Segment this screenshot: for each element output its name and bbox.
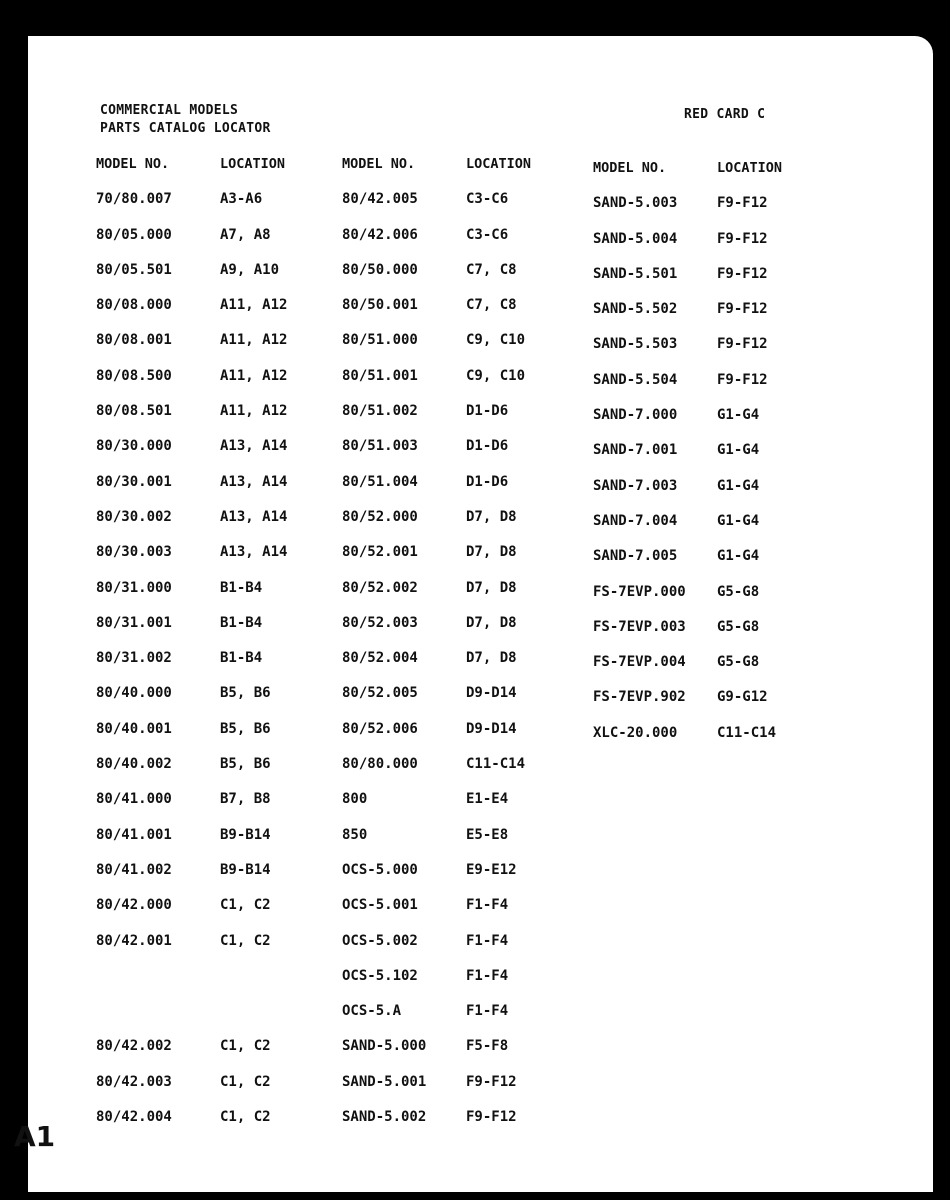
table-row [593, 372, 782, 407]
model-number: 80/50.001 [342, 297, 418, 314]
location: G5-G8 [717, 618, 760, 635]
location: C7, C8 [466, 297, 517, 314]
table-row [342, 368, 531, 403]
model-number: 80/80.000 [342, 756, 418, 773]
location: A13, A14 [220, 544, 288, 561]
location: F9-F12 [466, 1109, 517, 1126]
location: F9-F12 [717, 336, 768, 353]
location: D7, D8 [466, 508, 517, 525]
table-row [342, 1038, 531, 1073]
model-number: 80/31.000 [96, 579, 172, 596]
model-number: 80/52.004 [342, 650, 418, 667]
location: A11, A12 [220, 403, 288, 420]
location: C11-C14 [717, 724, 777, 741]
model-number: SAND-7.001 [593, 442, 678, 459]
location: A13, A14 [220, 473, 288, 490]
model-number: FS-7EVP.003 [593, 618, 686, 635]
model-number: SAND-5.502 [593, 301, 678, 318]
model-number: 80/42.005 [342, 191, 418, 208]
location: F9-F12 [717, 371, 768, 388]
model-number: 80/08.501 [96, 403, 172, 420]
location: B1-B4 [220, 579, 263, 596]
card-label: RED CARD C [684, 107, 766, 122]
table-row [96, 827, 287, 862]
model-number: 80/30.001 [96, 473, 172, 490]
location: B5, B6 [220, 756, 271, 773]
table-row [342, 650, 531, 685]
table-row [342, 262, 531, 297]
location: D1-D6 [466, 403, 509, 420]
table-row [96, 332, 287, 367]
table-row [593, 231, 782, 266]
location: C3-C6 [466, 226, 509, 243]
location-header: LOCATION [717, 160, 783, 176]
model-number: SAND-5.503 [593, 336, 678, 353]
table-row [342, 403, 531, 438]
table-row [342, 474, 531, 509]
model-number: OCS-5.102 [342, 967, 418, 984]
table-row [593, 725, 782, 760]
model-number: 80/52.006 [342, 720, 418, 737]
table-row [342, 332, 531, 367]
location: B1-B4 [220, 650, 263, 667]
table-row [96, 1003, 287, 1038]
page-mark: A1 [14, 1120, 56, 1153]
location: F9-F12 [717, 230, 768, 247]
table-row [593, 407, 782, 442]
location: C9, C10 [466, 367, 526, 384]
location-header: LOCATION [466, 156, 532, 172]
model-number: 80/05.501 [96, 261, 172, 278]
location: C1, C2 [220, 897, 271, 914]
location: D7, D8 [466, 579, 517, 596]
location: G1-G4 [717, 477, 760, 494]
model-number: 80/52.005 [342, 685, 418, 702]
location: D9-D14 [466, 720, 517, 737]
table-row [342, 1109, 531, 1144]
location: F9-F12 [466, 1073, 517, 1090]
table-row [96, 685, 287, 720]
table-row [96, 544, 287, 579]
model-number: OCS-5.000 [342, 861, 418, 878]
model-number: 80/30.002 [96, 508, 172, 525]
table-row [593, 442, 782, 477]
model-number: 80/40.001 [96, 720, 172, 737]
model-number: 80/42.004 [96, 1109, 172, 1126]
model-number: 80/52.003 [342, 614, 418, 631]
table-row [342, 1074, 531, 1109]
model-number: FS-7EVP.004 [593, 654, 686, 671]
model-number: 80/42.003 [96, 1073, 172, 1090]
table-row [593, 513, 782, 548]
column-header-row [342, 156, 531, 191]
title-line-2: PARTS CATALOG LOCATOR [100, 121, 271, 136]
model-number: 80/52.000 [342, 508, 418, 525]
location: D1-D6 [466, 438, 509, 455]
table-row [342, 791, 531, 826]
model-number: SAND-5.002 [342, 1109, 427, 1126]
model-number: FS-7EVP.000 [593, 583, 686, 600]
table-row [96, 297, 287, 332]
location: B5, B6 [220, 685, 271, 702]
model-no-header: MODEL NO. [593, 160, 667, 176]
table-row [342, 297, 531, 332]
location-header: LOCATION [220, 156, 286, 172]
location: B5, B6 [220, 720, 271, 737]
model-number: SAND-5.003 [593, 195, 678, 212]
location: A11, A12 [220, 297, 288, 314]
model-number: 80/41.001 [96, 826, 172, 843]
table-row [96, 474, 287, 509]
table-row [342, 438, 531, 473]
location: D7, D8 [466, 650, 517, 667]
table-row [342, 544, 531, 579]
table-row [342, 756, 531, 791]
model-no-header: MODEL NO. [96, 156, 170, 172]
location: A7, A8 [220, 226, 271, 243]
model-number: 80/52.002 [342, 579, 418, 596]
location: B1-B4 [220, 614, 263, 631]
table-row [96, 1109, 287, 1144]
model-number: 80/30.000 [96, 438, 172, 455]
table-row [342, 721, 531, 756]
location: C1, C2 [220, 1038, 271, 1055]
model-number: SAND-5.004 [593, 230, 678, 247]
location: D9-D14 [466, 685, 517, 702]
table-row [342, 1003, 531, 1038]
table-row [96, 403, 287, 438]
location: E1-E4 [466, 791, 509, 808]
location: G5-G8 [717, 583, 760, 600]
model-number: 80/08.001 [96, 332, 172, 349]
model-number: 80/51.004 [342, 473, 418, 490]
model-number: 80/42.006 [342, 226, 418, 243]
model-number: SAND-7.003 [593, 477, 678, 494]
table-row [342, 968, 531, 1003]
location: C3-C6 [466, 191, 509, 208]
table-row [593, 336, 782, 371]
model-number: OCS-5.001 [342, 897, 418, 914]
model-number: 80/51.000 [342, 332, 418, 349]
table-row [593, 266, 782, 301]
column-3 [593, 160, 782, 760]
column-header-row [96, 156, 287, 191]
model-number: FS-7EVP.902 [593, 689, 686, 706]
table-row [342, 580, 531, 615]
model-number: OCS-5.002 [342, 932, 418, 949]
column-header-row [593, 160, 782, 195]
table-row [342, 191, 531, 226]
location: F9-F12 [717, 301, 768, 318]
table-row [342, 685, 531, 720]
model-number: 80/42.000 [96, 897, 172, 914]
table-row [96, 756, 287, 791]
location: A11, A12 [220, 332, 288, 349]
table-row [96, 227, 287, 262]
location: E9-E12 [466, 861, 517, 878]
table-row [96, 509, 287, 544]
model-number: 80/51.002 [342, 403, 418, 420]
location: G9-G12 [717, 689, 768, 706]
table-row [593, 584, 782, 619]
table-row [96, 791, 287, 826]
title-line-1: COMMERCIAL MODELS [100, 103, 239, 118]
table-row [593, 619, 782, 654]
model-number: 80/31.002 [96, 650, 172, 667]
table-row [593, 654, 782, 689]
model-number: SAND-5.001 [342, 1073, 427, 1090]
table-row [342, 509, 531, 544]
model-no-header: MODEL NO. [342, 156, 416, 172]
location: E5-E8 [466, 826, 509, 843]
table-row [342, 933, 531, 968]
location: G5-G8 [717, 654, 760, 671]
model-number: 800 [342, 791, 368, 808]
table-row [96, 262, 287, 297]
table-row [593, 689, 782, 724]
table-row [96, 615, 287, 650]
model-number: 80/51.001 [342, 367, 418, 384]
location: F1-F4 [466, 967, 509, 984]
location: F9-F12 [717, 265, 768, 282]
column-2 [342, 156, 531, 1144]
table-row [96, 721, 287, 756]
model-number: 80/50.000 [342, 261, 418, 278]
model-number: 80/40.000 [96, 685, 172, 702]
location: C9, C10 [466, 332, 526, 349]
location: C7, C8 [466, 261, 517, 278]
location: D1-D6 [466, 473, 509, 490]
location: C11-C14 [466, 756, 526, 773]
location: B7, B8 [220, 791, 271, 808]
table-row [96, 368, 287, 403]
column-1 [96, 156, 287, 1144]
model-number: 80/52.001 [342, 544, 418, 561]
model-number: 80/40.002 [96, 756, 172, 773]
table-row [96, 1038, 287, 1073]
table-row [593, 478, 782, 513]
location: G1-G4 [717, 442, 760, 459]
location: G1-G4 [717, 407, 760, 424]
table-row [342, 615, 531, 650]
model-number: 850 [342, 826, 368, 843]
model-number: XLC-20.000 [593, 724, 678, 741]
location: B9-B14 [220, 861, 271, 878]
table-row [342, 897, 531, 932]
table-row [96, 650, 287, 685]
location: G1-G4 [717, 548, 760, 565]
location: F1-F4 [466, 932, 509, 949]
table-row [96, 933, 287, 968]
model-number: 80/30.003 [96, 544, 172, 561]
model-number: 80/31.001 [96, 614, 172, 631]
location: C1, C2 [220, 1073, 271, 1090]
model-number: SAND-7.005 [593, 548, 678, 565]
model-number: 80/41.002 [96, 861, 172, 878]
table-row [96, 968, 287, 1003]
model-number: 80/05.000 [96, 226, 172, 243]
table-row [96, 438, 287, 473]
location: D7, D8 [466, 544, 517, 561]
model-number: 80/41.000 [96, 791, 172, 808]
model-number: 80/42.001 [96, 932, 172, 949]
model-number: SAND-7.004 [593, 512, 678, 529]
location: D7, D8 [466, 614, 517, 631]
catalog-page [28, 36, 933, 1192]
location: B9-B14 [220, 826, 271, 843]
table-row [593, 195, 782, 230]
table-row [342, 227, 531, 262]
location: F1-F4 [466, 897, 509, 914]
table-row [342, 827, 531, 862]
location: F5-F8 [466, 1038, 509, 1055]
model-number: SAND-5.501 [593, 265, 678, 282]
model-number: 80/42.002 [96, 1038, 172, 1055]
model-number: 80/08.500 [96, 367, 172, 384]
location: G1-G4 [717, 512, 760, 529]
location: A3-A6 [220, 191, 263, 208]
location: A11, A12 [220, 367, 288, 384]
location: C1, C2 [220, 932, 271, 949]
location: C1, C2 [220, 1109, 271, 1126]
model-number: SAND-5.504 [593, 371, 678, 388]
model-number: SAND-7.000 [593, 407, 678, 424]
model-number: OCS-5.A [342, 1003, 402, 1020]
model-number: 80/08.000 [96, 297, 172, 314]
document-title [100, 102, 271, 138]
table-row [96, 1074, 287, 1109]
model-number: 80/51.003 [342, 438, 418, 455]
table-row [96, 580, 287, 615]
model-number: 70/80.007 [96, 191, 172, 208]
location: A9, A10 [220, 261, 280, 278]
table-row [96, 191, 287, 226]
location: F9-F12 [717, 195, 768, 212]
location: A13, A14 [220, 508, 288, 525]
table-row [593, 301, 782, 336]
table-row [593, 548, 782, 583]
table-row [342, 862, 531, 897]
table-row [96, 897, 287, 932]
location: A13, A14 [220, 438, 288, 455]
model-number: SAND-5.000 [342, 1038, 427, 1055]
location: F1-F4 [466, 1003, 509, 1020]
table-row [96, 862, 287, 897]
